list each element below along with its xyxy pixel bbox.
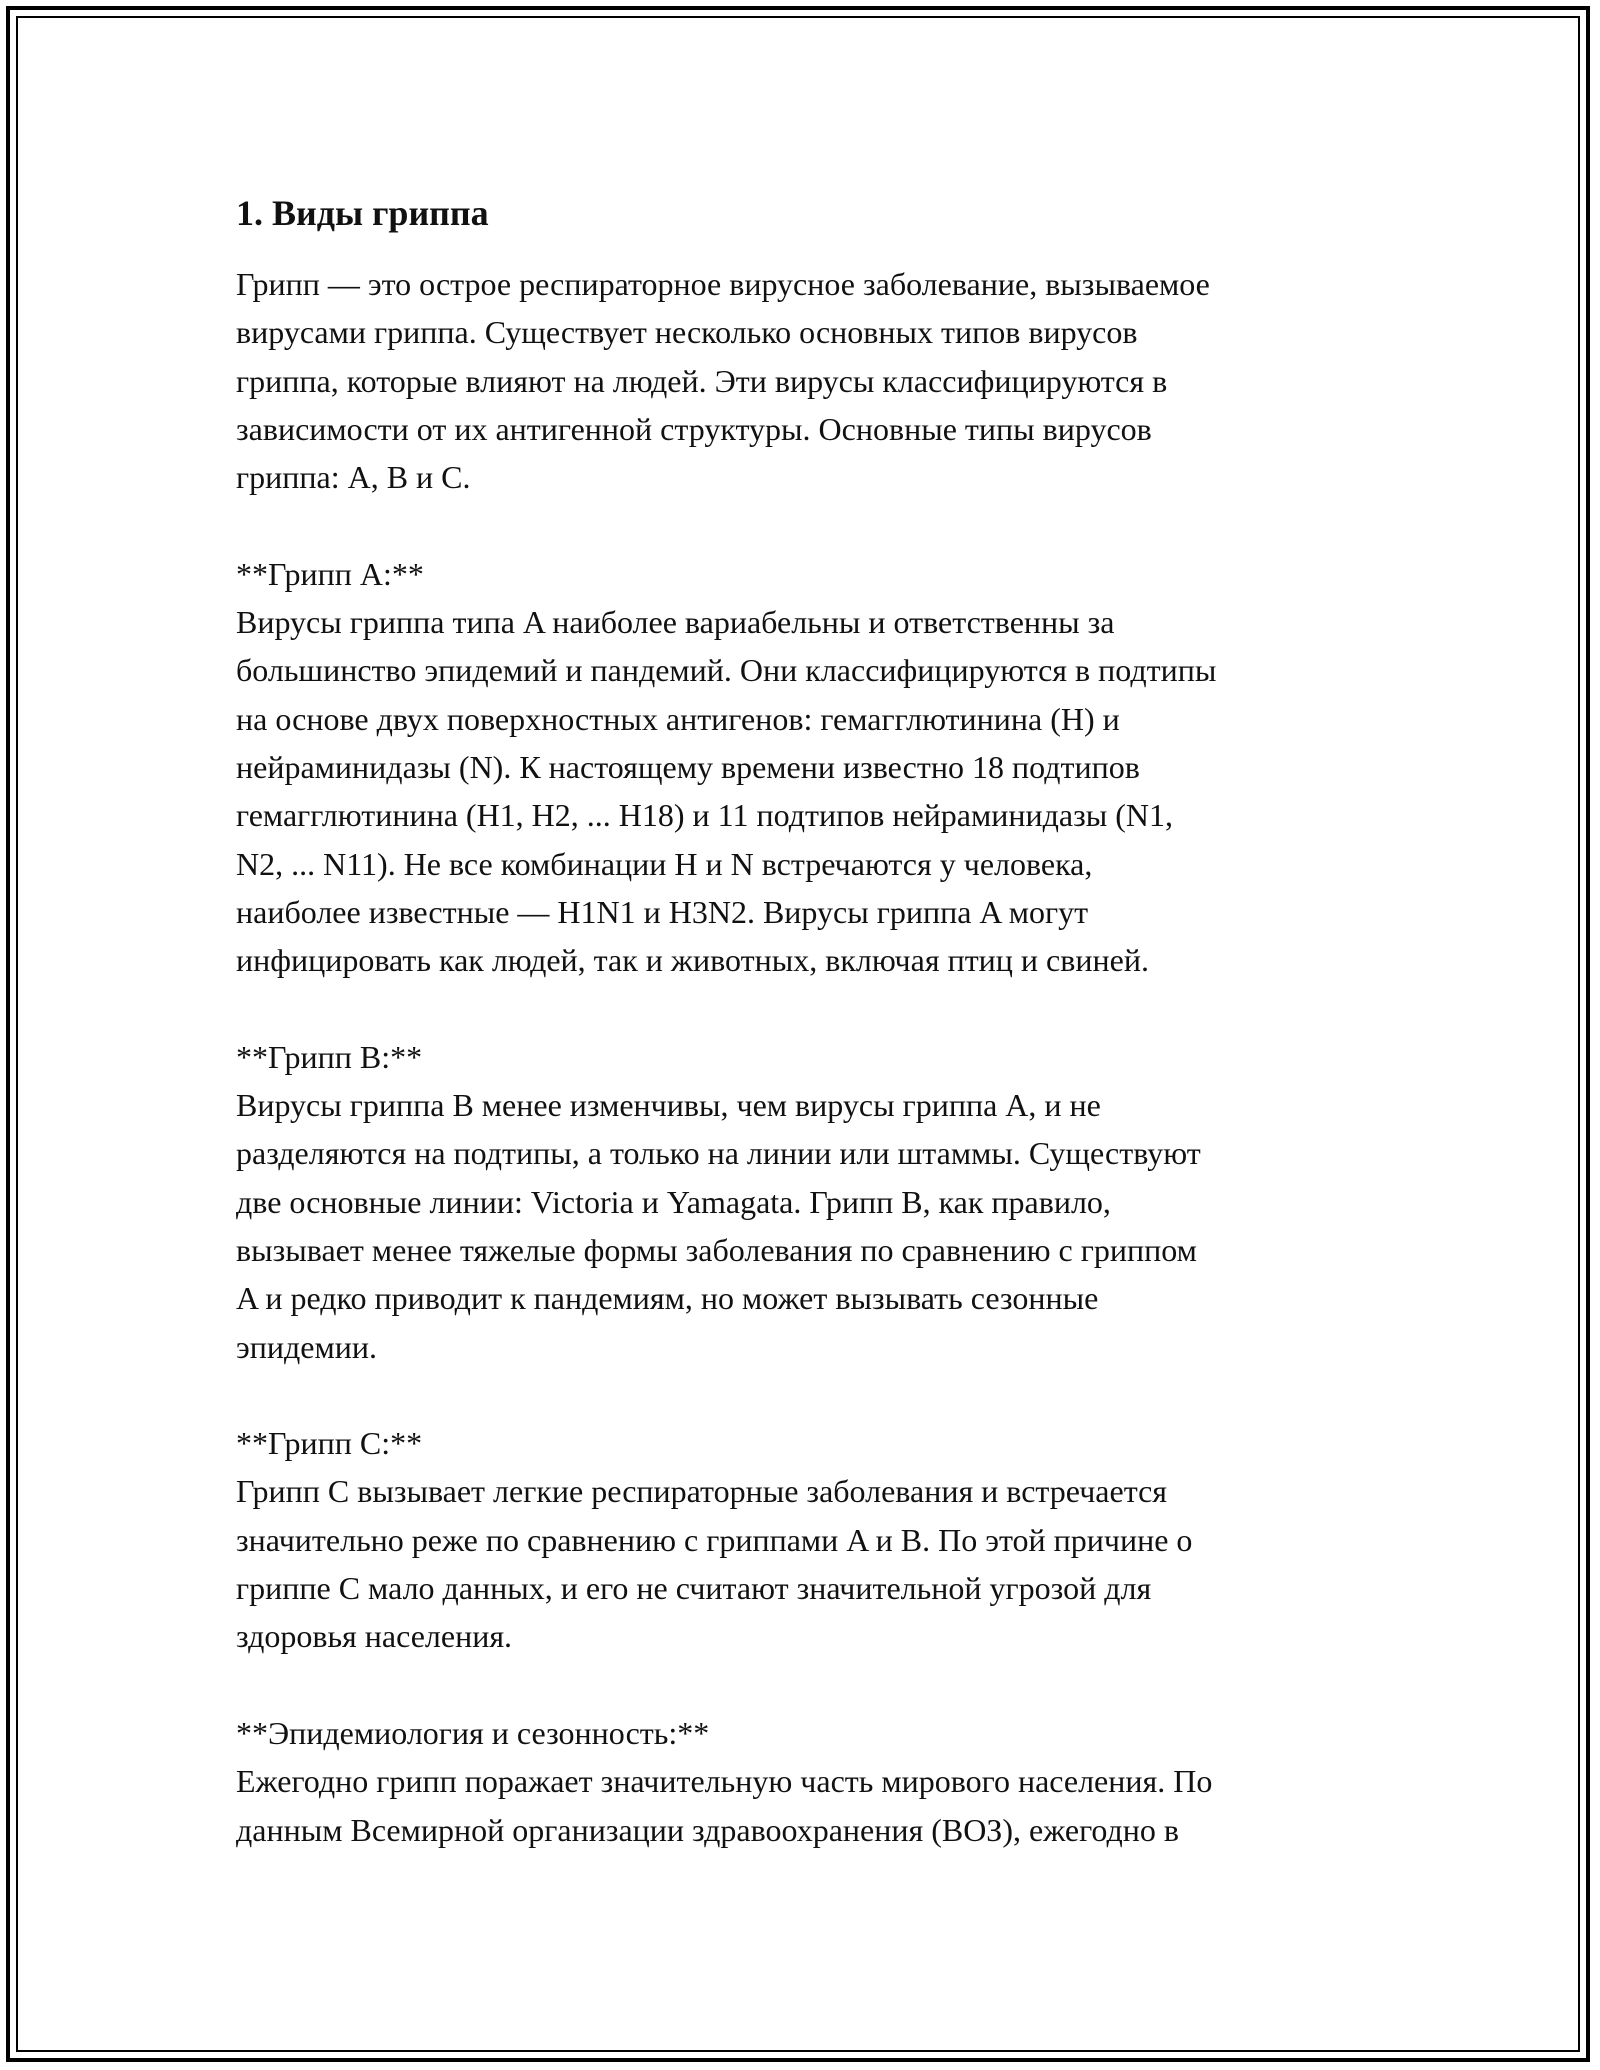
text-line: N2, ... N11). Не все комбинации H и N встречаются у человека,	[236, 845, 1093, 882]
text-line: здоровья населения.	[236, 1618, 513, 1655]
text-line: эпидемии.	[236, 1328, 377, 1365]
text-line: Грипп — это острое респираторное вирусное заболевание, вызываемое	[236, 266, 1210, 302]
text-line: гриппа: A, B и C.	[236, 459, 471, 496]
text-line: гриппа, которые влияют на людей. Эти вирусы классифицируются в	[236, 362, 1168, 399]
text-line: Грипп C вызывает легкие респираторные заболевания и встречается	[236, 1473, 1167, 1510]
subheading-line: **Грипп C:**	[236, 1425, 423, 1462]
text-line: инфицировать как людей, так и животных, включая птиц и свиней.	[236, 942, 1149, 979]
text-line: гемагглютинина (H1, H2, ... H18) и 11 подтипов нейраминидазы (N1,	[236, 797, 1173, 834]
text-line: Вирусы гриппа B менее изменчивы, чем вирусы гриппа A, и не	[236, 1087, 1101, 1124]
document-body	[236, 188, 1386, 1854]
text-line: на основе двух поверхностных антигенов: гемагглютинина (H) и	[236, 700, 1120, 737]
text-line: Вирусы гриппа типа A наиболее вариабельны и ответственны за	[236, 604, 1115, 641]
paragraph-gap	[236, 1371, 1386, 1419]
text-line: нейраминидазы (N). К настоящему времени известно 18 подтипов	[236, 748, 1140, 785]
paragraph-gap	[236, 501, 1386, 549]
subheading-line: **Грипп A:**	[236, 555, 424, 592]
text-line: значительно реже по сравнению с гриппами A и B. По этой причине о	[236, 1521, 1193, 1558]
text-line: гриппе C мало данных, и его не считают значительной угрозой для	[236, 1570, 1152, 1607]
subheading-line: **Грипп B:**	[236, 1038, 423, 1075]
text-lines	[236, 260, 1386, 1854]
text-line: вызывает менее тяжелые формы заболевания по сравнению с гриппом	[236, 1231, 1197, 1268]
text-line: две основные линии: Victoria и Yamagata. Грипп B, как правило,	[236, 1183, 1111, 1220]
text-line: зависимости от их антигенной структуры. Основные типы вирусов	[236, 410, 1152, 447]
section-heading: 1. Виды гриппа	[236, 193, 489, 233]
text-line: наиболее известные — H1N1 и H3N2. Вирусы гриппа A могут	[236, 893, 1089, 930]
text-line: Ежегодно грипп поражает значительную часть мирового населения. По	[236, 1763, 1213, 1800]
subheading-line: **Эпидемиология и сезонность:**	[236, 1714, 710, 1751]
text-line: A и редко приводит к пандемиям, но может вызывать сезонные	[236, 1280, 1099, 1317]
paragraph-gap	[236, 1661, 1386, 1709]
text-line: данным Всемирной организации здравоохранения (ВОЗ), ежегодно в	[236, 1811, 1179, 1848]
text-line: вирусами гриппа. Существует несколько основных типов вирусов	[236, 314, 1138, 351]
text-line: большинство эпидемий и пандемий. Они классифицируются в подтипы	[236, 652, 1217, 689]
text-line: разделяются на подтипы, а только на линии или штаммы. Существуют	[236, 1135, 1201, 1172]
paragraph-gap	[236, 984, 1386, 1032]
